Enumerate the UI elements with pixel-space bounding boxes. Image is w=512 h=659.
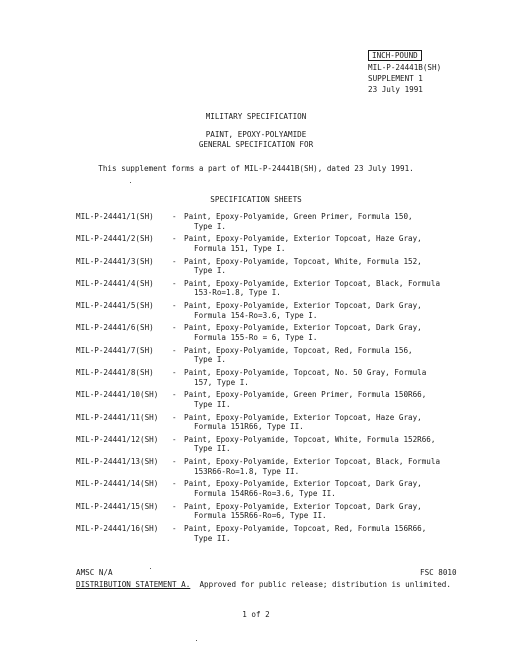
spec-sheet-row [76, 413, 476, 432]
fsc-label: FSC 8010 [420, 568, 457, 577]
spec-sheet-row [76, 346, 476, 365]
description-line1: Paint, Epoxy-Polyamide, Exterior Topcoat, Black, Formula [184, 278, 441, 288]
spec-sheet-code: MIL-P-24441/13(SH) [76, 457, 159, 467]
description-line1: Paint, Epoxy-Polyamide, Exterior Topcoat, Dark Gray, [184, 323, 422, 333]
description-line1: Paint, Epoxy-Polyamide, Topcoat, No. 50 Gray, Formula [184, 367, 427, 377]
spec-sheet-description [184, 435, 476, 454]
spec-sheet-description [184, 257, 476, 276]
spec-sheet-code: MIL-P-24441/14(SH) [76, 479, 159, 489]
separator-dash: - [172, 256, 177, 266]
spec-sheet-description [184, 279, 476, 298]
spec-sheet-row [76, 212, 476, 231]
description-line2: Type II. [194, 399, 231, 409]
separator-dash: - [172, 523, 177, 533]
description-line1: Paint, Epoxy-Polyamide, Green Primer, Formula 150, [184, 212, 413, 221]
spec-sheet-description [184, 524, 476, 543]
scan-speck [150, 568, 151, 569]
intro-sentence: This supplement forms a part of MIL-P-24441B(SH), dated 23 July 1991. [98, 164, 414, 173]
inch-pound-box: INCH-POUND [368, 50, 422, 61]
description-line1: Paint, Epoxy-Polyamide, Topcoat, Red, Formula 156, [184, 345, 413, 355]
separator-dash: - [172, 234, 177, 244]
page-number: 1 of 2 [242, 610, 270, 619]
spec-sheet-description [184, 346, 476, 365]
amsc-label: AMSC N/A [76, 568, 113, 577]
separator-dash: - [172, 501, 177, 511]
distribution-label: DISTRIBUTION STATEMENT A. [76, 580, 191, 589]
description-line2: 157, Type I. [194, 377, 249, 387]
spec-sheet-code: MIL-P-24441/12(SH) [76, 434, 159, 444]
spec-sheet-code: MIL-P-24441/5(SH) [76, 301, 154, 311]
spec-sheet-row [76, 502, 476, 521]
sheets-heading: SPECIFICATION SHEETS [210, 195, 302, 204]
separator-dash: - [172, 412, 177, 422]
spec-sheet-row [76, 524, 476, 543]
spec-sheet-code: MIL-P-24441/4(SH) [76, 278, 154, 288]
separator-dash: - [172, 301, 177, 311]
description-line2: Type I. [194, 221, 227, 231]
description-line1: Paint, Epoxy-Polyamide, Exterior Topcoat, Dark Gray, [184, 479, 422, 489]
spec-sheet-description [184, 457, 476, 476]
spec-sheet-description [184, 390, 476, 409]
description-line2: Formula 155-Ro = 6, Type I. [194, 333, 318, 342]
description-line1: Paint, Epoxy-Polyamide, Exterior Topcoat, Haze Gray, [184, 234, 422, 244]
description-line2: Type II. [194, 533, 231, 543]
spec-sheet-row [76, 257, 476, 276]
spec-sheet-row [76, 435, 476, 454]
spec-sheet-code: MIL-P-24441/16(SH) [76, 523, 159, 533]
spec-sheet-description [184, 413, 476, 432]
description-line2: 153-Ro=1.8, Type I. [194, 288, 281, 298]
separator-dash: - [172, 434, 177, 444]
description-line1: Paint, Epoxy-Polyamide, Exterior Topcoat, Haze Gray, [184, 412, 422, 422]
description-line2: Formula 155R66-Ro=6, Type II. [194, 511, 327, 521]
spec-sheet-code: MIL-P-24441/2(SH) [76, 234, 154, 244]
distribution-text: Approved for public release; distribution is unlimited. [199, 580, 451, 589]
spec-sheet-row [76, 301, 476, 320]
doc-date: 23 July 1991 [368, 85, 423, 94]
spec-sheet-row [76, 234, 476, 253]
spec-sheet-row [76, 323, 476, 342]
description-line1: Paint, Epoxy-Polyamide, Green Primer, Formula 150R66, [184, 390, 427, 400]
separator-dash: - [172, 457, 177, 467]
spec-sheet-code: MIL-P-24441/10(SH) [76, 390, 159, 400]
spec-title-line1: PAINT, EPOXY-POLYAMIDE [205, 130, 307, 139]
scan-speck [196, 640, 197, 641]
separator-dash: - [172, 367, 177, 377]
description-line2: Type I. [194, 355, 227, 365]
description-line1: Paint, Epoxy-Polyamide, Topcoat, White, Formula 152R66, [184, 434, 436, 444]
separator-dash: - [172, 323, 177, 333]
spec-sheet-row [76, 279, 476, 298]
spec-sheet-row [76, 457, 476, 476]
spec-sheet-row [76, 479, 476, 498]
description-line2: Formula 154R66-Ro=3.6, Type II. [194, 488, 336, 498]
description-line2: Formula 151R66, Type II. [194, 422, 304, 432]
spec-sheet-code: MIL-P-24441/7(SH) [76, 345, 154, 355]
description-line1: Paint, Epoxy-Polyamide, Topcoat, Red, Formula 156R66, [184, 523, 427, 533]
spec-sheets-list [76, 212, 476, 546]
description-line2: Type II. [194, 444, 231, 454]
spec-type-heading: MILITARY SPECIFICATION [205, 112, 307, 121]
description-line2: Formula 154-Ro=3.6, Type I. [194, 310, 318, 320]
spec-sheet-code: MIL-P-24441/6(SH) [76, 323, 154, 333]
spec-sheet-description [184, 479, 476, 498]
separator-dash: - [172, 390, 177, 400]
description-line1: Paint, Epoxy-Polyamide, Exterior Topcoat, Dark Gray, [184, 301, 422, 311]
spec-sheet-code: MIL-P-24441/8(SH) [76, 367, 154, 377]
spec-sheet-description [184, 212, 476, 231]
description-line1: Paint, Epoxy-Polyamide, Topcoat, White, Formula 152, [184, 256, 422, 266]
spec-sheet-description [184, 502, 476, 521]
spec-sheet-row [76, 390, 476, 409]
supplement-label: SUPPLEMENT 1 [368, 74, 423, 83]
spec-sheet-code: MIL-P-24441/11(SH) [76, 412, 159, 422]
spec-sheet-description [184, 323, 476, 342]
doc-number: MIL-P-24441B(SH) [368, 63, 442, 72]
description-line2: Formula 151, Type I. [194, 243, 286, 253]
spec-sheet-code: MIL-P-24441/1(SH) [76, 212, 154, 221]
distribution-statement [76, 580, 451, 589]
scan-speck [130, 182, 131, 183]
spec-sheet-description [184, 234, 476, 253]
description-line1: Paint, Epoxy-Polyamide, Exterior Topcoat, Black, Formula [184, 457, 441, 467]
separator-dash: - [172, 479, 177, 489]
spec-sheet-description [184, 301, 476, 320]
separator-dash: - [172, 278, 177, 288]
description-line2: 153R66-Ro=1.8, Type II. [194, 466, 300, 476]
spec-sheet-description [184, 368, 476, 387]
spec-sheet-code: MIL-P-24441/15(SH) [76, 501, 159, 511]
spec-sheet-code: MIL-P-24441/3(SH) [76, 256, 154, 266]
separator-dash: - [172, 212, 177, 221]
spec-title-line2: GENERAL SPECIFICATION FOR [198, 140, 314, 149]
spec-sheet-row [76, 368, 476, 387]
description-line2: Type I. [194, 266, 227, 276]
description-line1: Paint, Epoxy-Polyamide, Exterior Topcoat, Dark Gray, [184, 501, 422, 511]
document-id-block [368, 62, 441, 95]
separator-dash: - [172, 345, 177, 355]
